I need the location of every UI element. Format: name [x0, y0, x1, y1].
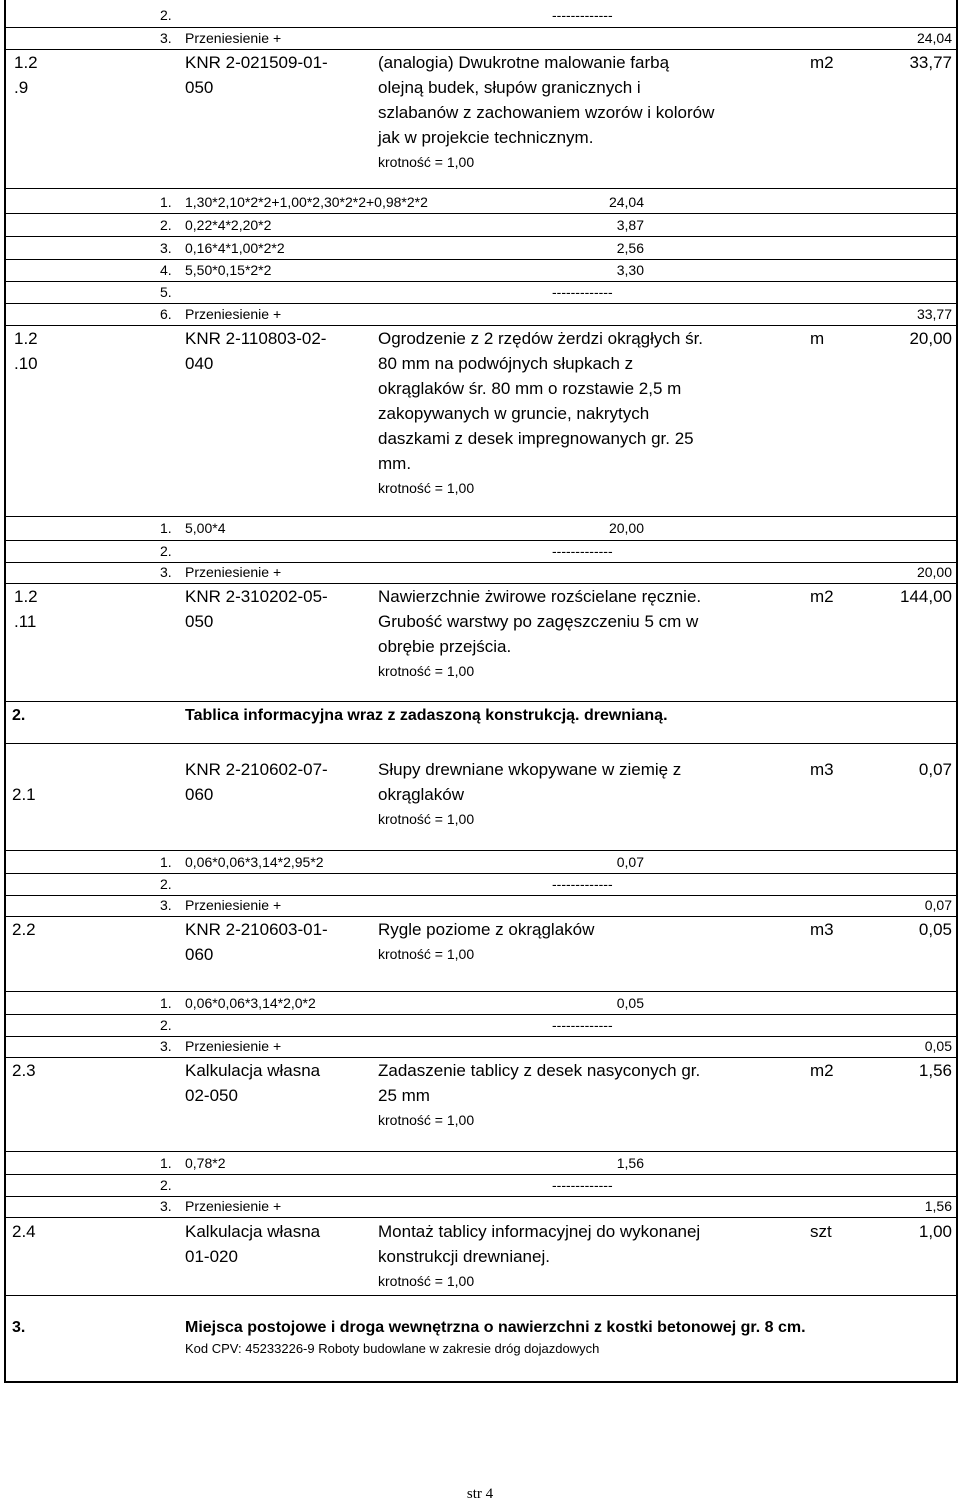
divider: [4, 873, 958, 874]
estimate-table-frame: [4, 0, 958, 1383]
calc-value: 3,87: [616, 217, 644, 233]
position-description: [378, 1219, 708, 1294]
quantity: 0,05: [918, 920, 952, 939]
norm-code: KNR 2-310202-05-050: [185, 587, 328, 631]
description-text: Słupy drewniane wkopywane w ziemię z okrąglaków: [378, 760, 682, 804]
norm-code: Kalkulacja własna 02-050: [185, 1061, 321, 1105]
divider: [4, 562, 958, 563]
description-text: Zadaszenie tablicy z desek nasyconych gr. 25 mm: [378, 1061, 701, 1105]
norm-code: KNR 2-021509-01-050: [185, 53, 328, 97]
position-number-suffix: .10: [14, 354, 38, 373]
calc-num: 1.: [160, 520, 172, 536]
section-number: 3.: [12, 1319, 26, 1336]
calc-num: 4.: [160, 262, 172, 278]
divider: [4, 991, 958, 992]
multiplier: krotność = 1,00: [378, 154, 475, 170]
divider: [4, 188, 958, 189]
carry-over-value: 0,07: [924, 897, 952, 913]
calc-separator: -------------: [552, 7, 613, 23]
section-title: Tablica informacyjna wraz z zadaszoną konstrukcją. drewnianą.: [185, 707, 668, 724]
unit: m2: [810, 1061, 834, 1080]
carry-over-label: Przeniesienie +: [185, 897, 282, 913]
calc-formula: 0,16*4*1,00*2*2: [185, 240, 285, 256]
unit: szt: [810, 1222, 832, 1241]
unit: m3: [810, 760, 834, 779]
calc-num: 2.: [160, 217, 172, 233]
position-description: [378, 757, 723, 832]
divider: [4, 516, 958, 517]
position-number-suffix: .11: [14, 612, 37, 631]
position-number: 2.1: [12, 785, 36, 804]
norm-code: KNR 2-210603-01-060: [185, 920, 328, 964]
calc-num: 1.: [160, 194, 172, 210]
unit: m2: [810, 587, 834, 606]
multiplier: krotność = 1,00: [378, 1273, 475, 1289]
calc-num: 6.: [160, 306, 172, 322]
calc-value: 1,56: [616, 1155, 644, 1171]
carry-over-value: 1,56: [924, 1198, 952, 1214]
divider: [4, 1151, 958, 1152]
carry-over-label: Przeniesienie +: [185, 1038, 282, 1054]
calc-num: 1.: [160, 1155, 172, 1171]
divider: [4, 1036, 958, 1037]
calc-formula: 0,22*4*2,20*2: [185, 217, 272, 233]
calc-value: 3,30: [616, 262, 644, 278]
unit: m2: [810, 53, 834, 72]
carry-over-label: Przeniesienie +: [185, 1198, 282, 1214]
position-description: [378, 1058, 708, 1133]
quantity: 33,77: [909, 53, 952, 72]
multiplier: krotność = 1,00: [378, 946, 475, 962]
divider: [4, 1295, 958, 1296]
calc-num: 2.: [160, 1177, 172, 1193]
divider: [4, 743, 958, 744]
calc-num: 3.: [160, 1198, 172, 1214]
calc-value: 0,05: [616, 995, 644, 1011]
position-description: [378, 917, 723, 967]
multiplier: krotność = 1,00: [378, 480, 475, 496]
position-description: [378, 584, 708, 684]
section-number: 2.: [12, 707, 26, 724]
description-text: Nawierzchnie żwirowe rozścielane ręcznie. Grubość warstwy po zagęszczeniu 5 cm w obrębie przejścia.: [378, 587, 702, 656]
calc-separator: -------------: [552, 543, 613, 559]
calc-num: 1.: [160, 995, 172, 1011]
carry-over-value: 0,05: [924, 1038, 952, 1054]
quantity: 1,00: [918, 1222, 952, 1241]
carry-over-label: Przeniesienie +: [185, 306, 282, 322]
divider: [4, 27, 958, 28]
position-number: 1.2: [14, 53, 38, 72]
section-title: Miejsca postojowe i droga wewnętrzna o nawierzchni z kostki betonowej gr. 8 cm.: [185, 1319, 806, 1336]
divider: [4, 1014, 958, 1015]
calc-separator: -------------: [552, 1017, 613, 1033]
position-number: 2.3: [12, 1061, 36, 1080]
norm-code: Kalkulacja własna 01-020: [185, 1222, 321, 1266]
calc-formula: 1,30*2,10*2*2+1,00*2,30*2*2+0,98*2*2: [185, 194, 428, 210]
quantity: 0,07: [918, 760, 952, 779]
divider: [4, 213, 958, 214]
position-number-suffix: .9: [14, 78, 29, 97]
position-number: 1.2: [14, 329, 38, 348]
calc-separator: -------------: [552, 1177, 613, 1193]
calc-separator: -------------: [552, 876, 613, 892]
carry-over-value: 20,00: [916, 564, 952, 580]
carry-over-label: Przeniesienie +: [185, 30, 282, 46]
calc-num: 3.: [160, 30, 172, 46]
calc-num: 3.: [160, 240, 172, 256]
divider: [4, 1196, 958, 1197]
calc-num: 3.: [160, 897, 172, 913]
position-number: 1.2: [14, 587, 38, 606]
calc-num: 2.: [160, 876, 172, 892]
norm-code: KNR 2-210602-07-060: [185, 760, 328, 804]
position-number: 2.4: [12, 1222, 36, 1241]
divider: [4, 1217, 958, 1218]
page-number: str 4: [466, 1486, 494, 1502]
calc-formula: 5,00*4: [185, 520, 226, 536]
calc-num: 2.: [160, 7, 172, 23]
calc-num: 2.: [160, 543, 172, 559]
calc-num: 2.: [160, 1017, 172, 1033]
divider: [4, 1174, 958, 1175]
divider: [4, 895, 958, 896]
position-number: 2.2: [12, 920, 36, 939]
calc-num: 3.: [160, 1038, 172, 1054]
description-text: (analogia) Dwukrotne malowanie farbą olejną budek, słupów granicznych i szlabanów z zachowaniem wzorów i kolorów jak w projekcie technicznym.: [378, 53, 715, 147]
divider: [4, 236, 958, 237]
multiplier: krotność = 1,00: [378, 1112, 475, 1128]
calc-num: 1.: [160, 854, 172, 870]
divider: [4, 281, 958, 282]
divider: [4, 303, 958, 304]
quantity: 144,00: [900, 587, 952, 606]
calc-separator: -------------: [552, 284, 613, 300]
carry-over-label: Przeniesienie +: [185, 564, 282, 580]
description-text: Montaż tablicy informacyjnej do wykonanej konstrukcji drewnianej.: [378, 1222, 701, 1266]
description-text: Ogrodzenie z 2 rzędów żerdzi okrągłych śr. 80 mm na podwójnych słupkach z okrąglaków śr. 80 mm o rozstawie 2,5 m zakopywanych w gruncie, nakrytych daszkami z desek impregnowanych gr. 25 mm.: [378, 329, 704, 473]
calc-formula: 0,78*2: [185, 1155, 226, 1171]
calc-value: 0,07: [616, 854, 644, 870]
norm-code: KNR 2-110803-02-040: [185, 329, 327, 373]
description-text: Rygle poziome z okrąglaków: [378, 920, 595, 939]
divider: [4, 701, 958, 702]
divider: [4, 540, 958, 541]
calc-value: 20,00: [608, 520, 644, 536]
calc-formula: 0,06*0,06*3,14*2,95*2: [185, 854, 324, 870]
multiplier: krotność = 1,00: [378, 811, 475, 827]
position-description: [378, 326, 713, 501]
unit: m3: [810, 920, 834, 939]
carry-over-value: 24,04: [916, 30, 952, 46]
quantity: 20,00: [909, 329, 952, 348]
carry-over-value: 33,77: [916, 306, 952, 322]
calc-num: 5.: [160, 284, 172, 300]
position-description: [378, 50, 718, 175]
calc-value: 2,56: [616, 240, 644, 256]
quantity: 1,56: [918, 1061, 952, 1080]
calc-value: 24,04: [608, 194, 644, 210]
divider: [4, 259, 958, 260]
calc-formula: 5,50*0,15*2*2: [185, 262, 272, 278]
calc-num: 3.: [160, 564, 172, 580]
calc-formula: 0,06*0,06*3,14*2,0*2: [185, 995, 316, 1011]
unit: m: [810, 329, 825, 348]
cpv-code: Kod CPV: 45233226-9 Roboty budowlane w zakresie dróg dojazdowych: [185, 1341, 600, 1356]
multiplier: krotność = 1,00: [378, 663, 475, 679]
divider: [4, 850, 958, 851]
